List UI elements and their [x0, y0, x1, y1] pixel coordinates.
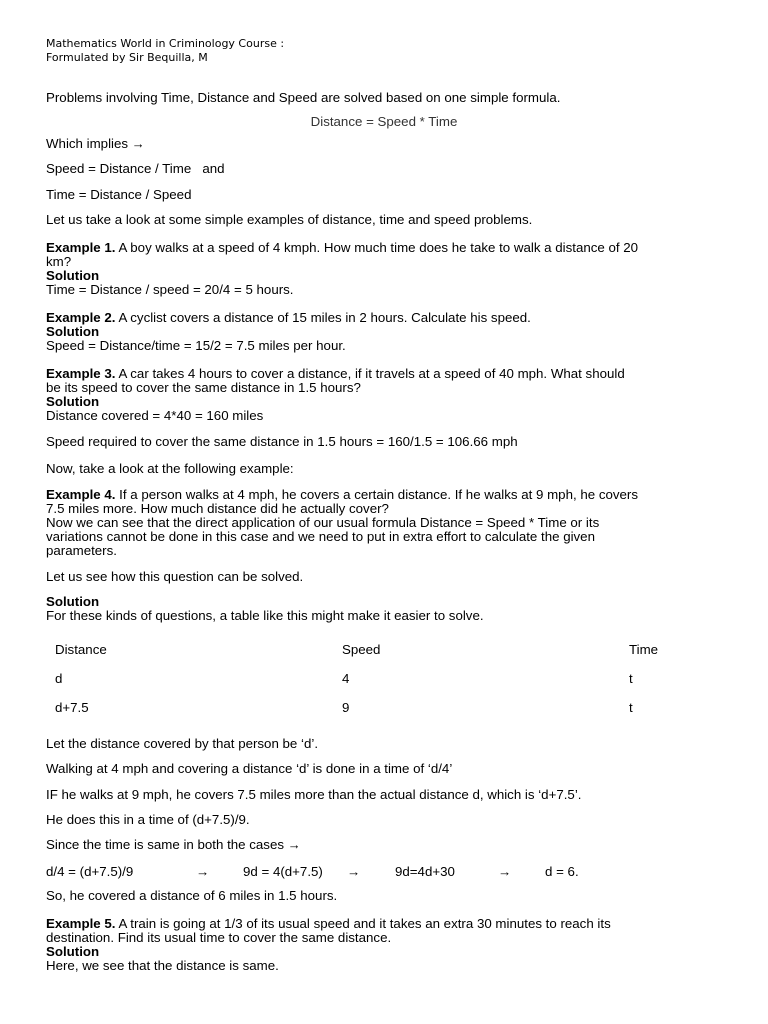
equation-4: d = 6.	[545, 864, 579, 879]
implies-line	[46, 137, 726, 151]
equation-chain	[0, 864, 768, 880]
example-1-label: Example 1.	[46, 240, 116, 255]
right-arrow-icon: →	[131, 136, 145, 151]
example-1-text: A boy walks at a speed of 4 kmph. How much time does he take to walk a distance of 20	[115, 240, 639, 255]
now-look-line: Now, take a look at the following example:	[46, 461, 294, 476]
header-course-line: Mathematics World in Criminology Course :	[46, 37, 285, 50]
example-4-note-2: variations cannot be done in this case and we need to put in extra effort to calculate the given	[46, 529, 595, 544]
example-1-question	[46, 241, 726, 255]
example-4-see-how: Let us see how this question can be solved.	[46, 569, 304, 584]
and-word: and	[202, 161, 225, 176]
example-2-text: A cyclist covers a distance of 15 miles in 2 hours. Calculate his speed.	[115, 310, 531, 325]
example-4-question-cont: 7.5 miles more. How much distance did he actually cover?	[46, 501, 389, 516]
table-cell-time: t	[629, 700, 633, 715]
main-formula: Distance = Speed * Time	[310, 114, 458, 129]
right-arrow-icon: →	[498, 864, 512, 879]
example-4-question	[46, 488, 726, 502]
example-5-text: A train is going at 1/3 of its usual speed and it takes an extra 30 minutes to reach its	[115, 916, 611, 931]
table-cell-distance: d	[55, 671, 63, 686]
example-2-question	[46, 311, 726, 325]
example-5-solution-label: Solution	[46, 944, 100, 959]
example-3-solution-2: Speed required to cover the same distance in 1.5 hours = 160/1.5 = 106.66 mph	[46, 434, 518, 449]
example-4-solution-label: Solution	[46, 594, 100, 609]
table-cell-distance: d+7.5	[55, 700, 89, 715]
example-4-table-intro: For these kinds of questions, a table like this might make it easier to solve.	[46, 608, 484, 623]
table-header-speed: Speed	[342, 642, 381, 657]
example-3-text: A car takes 4 hours to cover a distance, if it travels at a speed of 40 mph. What should	[115, 366, 625, 381]
example-3-question-cont: be its speed to cover the same distance in 1.5 hours?	[46, 380, 361, 395]
example-5-label: Example 5.	[46, 916, 116, 931]
example-4-conclusion: So, he covered a distance of 6 miles in 1.5 hours.	[46, 888, 338, 903]
example-4-line-e-text: Since the time is same in both the cases	[46, 837, 284, 852]
table-cell-speed: 4	[342, 671, 350, 686]
example-3-solution-1: Distance covered = 4*40 = 160 miles	[46, 408, 264, 423]
equation-3: 9d=4d+30	[395, 864, 455, 879]
equation-1: d/4 = (d+7.5)/9	[46, 864, 134, 879]
example-5-question-cont: destination. Find its usual time to cover the same distance.	[46, 930, 392, 945]
example-5-question	[46, 917, 726, 931]
table-header-distance: Distance	[55, 642, 107, 657]
document-header	[46, 37, 284, 65]
right-arrow-icon: →	[287, 837, 301, 852]
example-4-line-c: IF he walks at 9 mph, he covers 7.5 miles more than the actual distance d, which is ‘d+7.5’.	[46, 787, 582, 802]
example-2-solution: Speed = Distance/time = 15/2 = 7.5 miles per hour.	[46, 338, 346, 353]
example-2-solution-label: Solution	[46, 324, 100, 339]
example-3-question	[46, 367, 726, 381]
equation-2: 9d = 4(d+7.5)	[243, 864, 323, 879]
example-4-note-1: Now we can see that the direct application of our usual formula Distance = Speed * Time or its	[46, 515, 600, 530]
example-1-question-cont: km?	[46, 254, 72, 269]
right-arrow-icon: →	[347, 864, 361, 879]
table-header-time: Time	[629, 642, 659, 657]
example-4-line-a: Let the distance covered by that person be ‘d’.	[46, 736, 319, 751]
speed-formula-line	[46, 162, 726, 176]
header-author-line: Formulated by Sir Bequilla, M	[46, 51, 208, 64]
example-2-label: Example 2.	[46, 310, 116, 325]
right-arrow-icon: →	[196, 864, 210, 879]
implies-text: Which implies	[46, 136, 129, 151]
intro-paragraph: Problems involving Time, Distance and Speed are solved based on one simple formula.	[46, 90, 561, 105]
example-4-line-d: He does this in a time of (d+7.5)/9.	[46, 812, 250, 827]
example-4-label: Example 4.	[46, 487, 116, 502]
example-1-solution: Time = Distance / speed = 20/4 = 5 hours.	[46, 282, 294, 297]
example-3-label: Example 3.	[46, 366, 116, 381]
time-formula: Time = Distance / Speed	[46, 187, 192, 202]
example-4-line-b: Walking at 4 mph and covering a distance ‘d’ is done in a time of ‘d/4’	[46, 761, 453, 776]
table-cell-time: t	[629, 671, 633, 686]
speed-formula: Speed = Distance / Time	[46, 161, 192, 176]
example-5-solution: Here, we see that the distance is same.	[46, 958, 279, 973]
example-1-solution-label: Solution	[46, 268, 100, 283]
example-4-text: If a person walks at 4 mph, he covers a certain distance. If he walks at 9 mph, he covers	[115, 487, 639, 502]
example-4-line-e	[46, 838, 726, 852]
example-3-solution-label: Solution	[46, 394, 100, 409]
examples-intro: Let us take a look at some simple examples of distance, time and speed problems.	[46, 212, 533, 227]
table-cell-speed: 9	[342, 700, 350, 715]
example-4-note-3: parameters.	[46, 543, 117, 558]
